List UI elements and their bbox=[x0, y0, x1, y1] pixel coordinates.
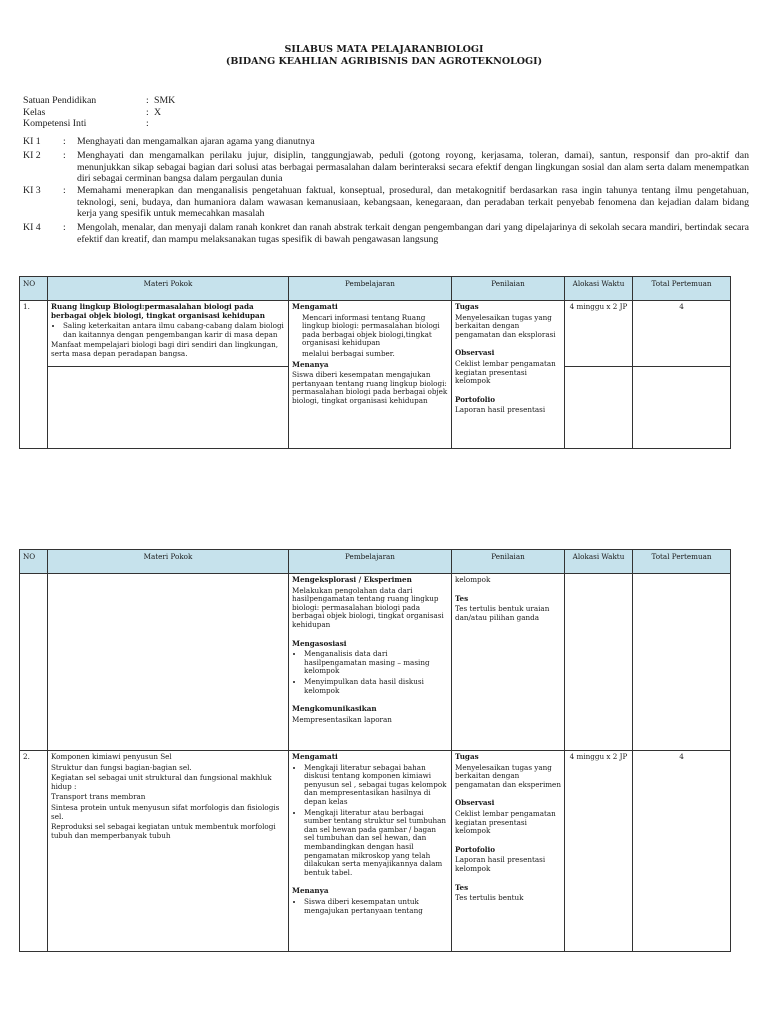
kelas-value: X bbox=[154, 106, 162, 118]
pembelajaran-cell: Mengamati • Mengkaji literatur sebagai bahan diskusi tentang komponen kimiawi penyusun sel , sebagai tugas kelompok dan mempresentasikan hasilnya di depan kelas • Mengkaji literatur atau berbagai sumber tentang struktur sel tumbuhan dan sel hewan pada gambar / bagan sel tumbuhan dan sel hewan, dan membandingkan dengan hasil pengamatan mikroskop yang telah dilakukan serta menyajikannya dalam bentuk tabel. Menanya • Siswa diberi kesempatan untuk mengajukan pertanyaan tentang bbox=[289, 751, 452, 952]
penilaian-cell: Tugas Menyelesaikan tugas yang berkaitan dengan pengamatan dan eksperimen Observasi Ceklist lembar pengamatan kegiatan presentasi kelompok Portofolio Laporan hasil presentasi kelompok Tes Tes tertulis bentuk bbox=[452, 751, 565, 952]
table-row bbox=[20, 751, 731, 952]
alokasi-cell: 4 minggu x 2 JP bbox=[565, 301, 633, 367]
materi-cell: Komponen kimiawi penyusun Sel Struktur dan fungsi bagian-bagian sel. Kegiatan sel sebagai unit struktural dan fungsional makhluk hidup : Transport trans membran Sintesa protein untuk menyusun sifat morfologis dan fisiologis sel. Reproduksi sel sebagai kegiatan untuk membentuk morfologi tubuh dan memperbanyak tubuh bbox=[48, 751, 289, 952]
document-subtitle: (BIDANG KEAHLIAN AGRIBISNIS DAN AGROTEKNOLOGI) bbox=[225, 56, 543, 67]
col-total: Total Pertemuan bbox=[633, 277, 731, 301]
col-penilaian: Penilaian bbox=[452, 277, 565, 301]
pembelajaran-cell: Mengeksplorasi / Eksperimen Melakukan pengolahan data dari hasilpengamatan tentang ruang lingkup biologi: permasalahan biologi pada berbagai objek biologi, tingkat organisasi kehidupan Mengasosiasi • Menganalisis data dari hasilpengamatan masing – masing kelompok • Menyimpulkan data hasil diskusi kelompok Mengkomunikasikan Mempresentasikan laporan bbox=[289, 574, 452, 751]
table-row bbox=[20, 574, 731, 751]
alokasi-cell: 4 minggu x 2 JP bbox=[565, 751, 633, 952]
syllabus-table-1 bbox=[19, 276, 731, 449]
ki-3: KI 3 : Memahami menerapkan dan menganalisis pengetahuan faktual, konseptual, prosedural, dan metakognitif berdasarkan rasa ingin tahunya tentang ilmu pengetahuan, teknologi, seni, budaya, dan humaniora dalam wawasan kemanusiaan, kebangsaan, kenegaraan, dan peradaban terkait penyebab fenomena dan kejadian dalam bidang kerja yang spesifik untuk memecahkan masalah bbox=[23, 185, 749, 220]
kelas-label: Kelas bbox=[23, 106, 46, 118]
ki-4: KI 4 : Mengolah, menalar, dan menyaji dalam ranah konkret dan ranah abstrak terkait dengan pengembangan dari yang dipelajarinya di sekolah secara mandiri, bertindak secara efektif dan kreatif, dan mampu melaksanakan tugas spesifik di bawah pengawasan langsung bbox=[23, 222, 749, 245]
col-alokasi: Alokasi Waktu bbox=[565, 277, 633, 301]
table-row bbox=[20, 301, 731, 367]
total-cell: 4 bbox=[633, 751, 731, 952]
col-no: NO bbox=[20, 277, 48, 301]
kompetensi-label: Kompetensi Inti bbox=[23, 118, 87, 130]
total-cell: 4 bbox=[633, 301, 731, 367]
row-no: 2. bbox=[20, 751, 48, 952]
penilaian-cell: kelompok Tes Tes tertulis bentuk uraian dan/atau pilihan ganda bbox=[452, 574, 565, 751]
ki-1: KI 1 : Menghayati dan mengamalkan ajaran agama yang dianutnya bbox=[23, 136, 315, 147]
table-header-row bbox=[20, 277, 731, 301]
identity-block: Satuan Pendidikan : SMK Kelas : X Kompetensi Inti : bbox=[23, 95, 176, 130]
col-pembelajaran: Pembelajaran bbox=[289, 277, 452, 301]
col-penilaian: Penilaian bbox=[452, 550, 565, 574]
syllabus-table-2 bbox=[19, 549, 731, 952]
col-alokasi: Alokasi Waktu bbox=[565, 550, 633, 574]
satuan-label: Satuan Pendidikan bbox=[23, 95, 97, 106]
col-total: Total Pertemuan bbox=[633, 550, 731, 574]
row-no: 1. bbox=[20, 301, 48, 449]
col-materi: Materi Pokok bbox=[48, 277, 289, 301]
pembelajaran-cell: Mengamati Mencari informasi tentang Ruang lingkup biologi: permasalahan biologi pada berbagai objek biologi,tingkat organisasi kehidupan melalui berbagai sumber. Menanya Siswa diberi kesempatan mengajukan pertanyaan tentang ruang lingkup biologi: permasalahan biologi pada berbagai objek biologi, tingkat organisasi kehidupan bbox=[289, 301, 452, 449]
col-no: NO bbox=[20, 550, 48, 574]
document-title: SILABUS MATA PELAJARANBIOLOGI bbox=[284, 44, 484, 55]
penilaian-cell: Tugas Menyelesaikan tugas yang berkaitan dengan pengamatan dan eksplorasi Observasi Ceklist lembar pengamatan kegiatan presentasi kelompok Portofolio Laporan hasil presentasi bbox=[452, 301, 565, 449]
satuan-value: SMK bbox=[154, 95, 176, 106]
table-header-row bbox=[20, 550, 731, 574]
materi-cell: Ruang lingkup Biologi:permasalahan biologi pada berbagai objek biologi, tingkat organisasi kehidupan • Saling keterkaitan antara ilmu cabang-cabang dalam biologi dan kaitannya dengan pengembangan karir di masa depan Manfaat mempelajari biologi bagi diri sendiri dan lingkungan, serta masa depan peradapan bangsa. bbox=[48, 301, 289, 367]
document-header bbox=[0, 44, 768, 68]
col-materi: Materi Pokok bbox=[48, 550, 289, 574]
ki-2: KI 2 : Menghayati dan mengamalkan perilaku jujur, disiplin, tanggungjawab, peduli (gotong royong, kerjasama, toleran, damai), santun, responsif dan pro-aktif dan menunjukkan sikap sebagai bagian dari solusi atas berbagai permasalahan dalam berinteraksi secara efektif dengan lingkungan sosial dan alam serta dalam menempatkan diri sebagai cerminan bangsa dalam pergaulan dunia bbox=[23, 150, 749, 185]
col-pembelajaran: Pembelajaran bbox=[289, 550, 452, 574]
